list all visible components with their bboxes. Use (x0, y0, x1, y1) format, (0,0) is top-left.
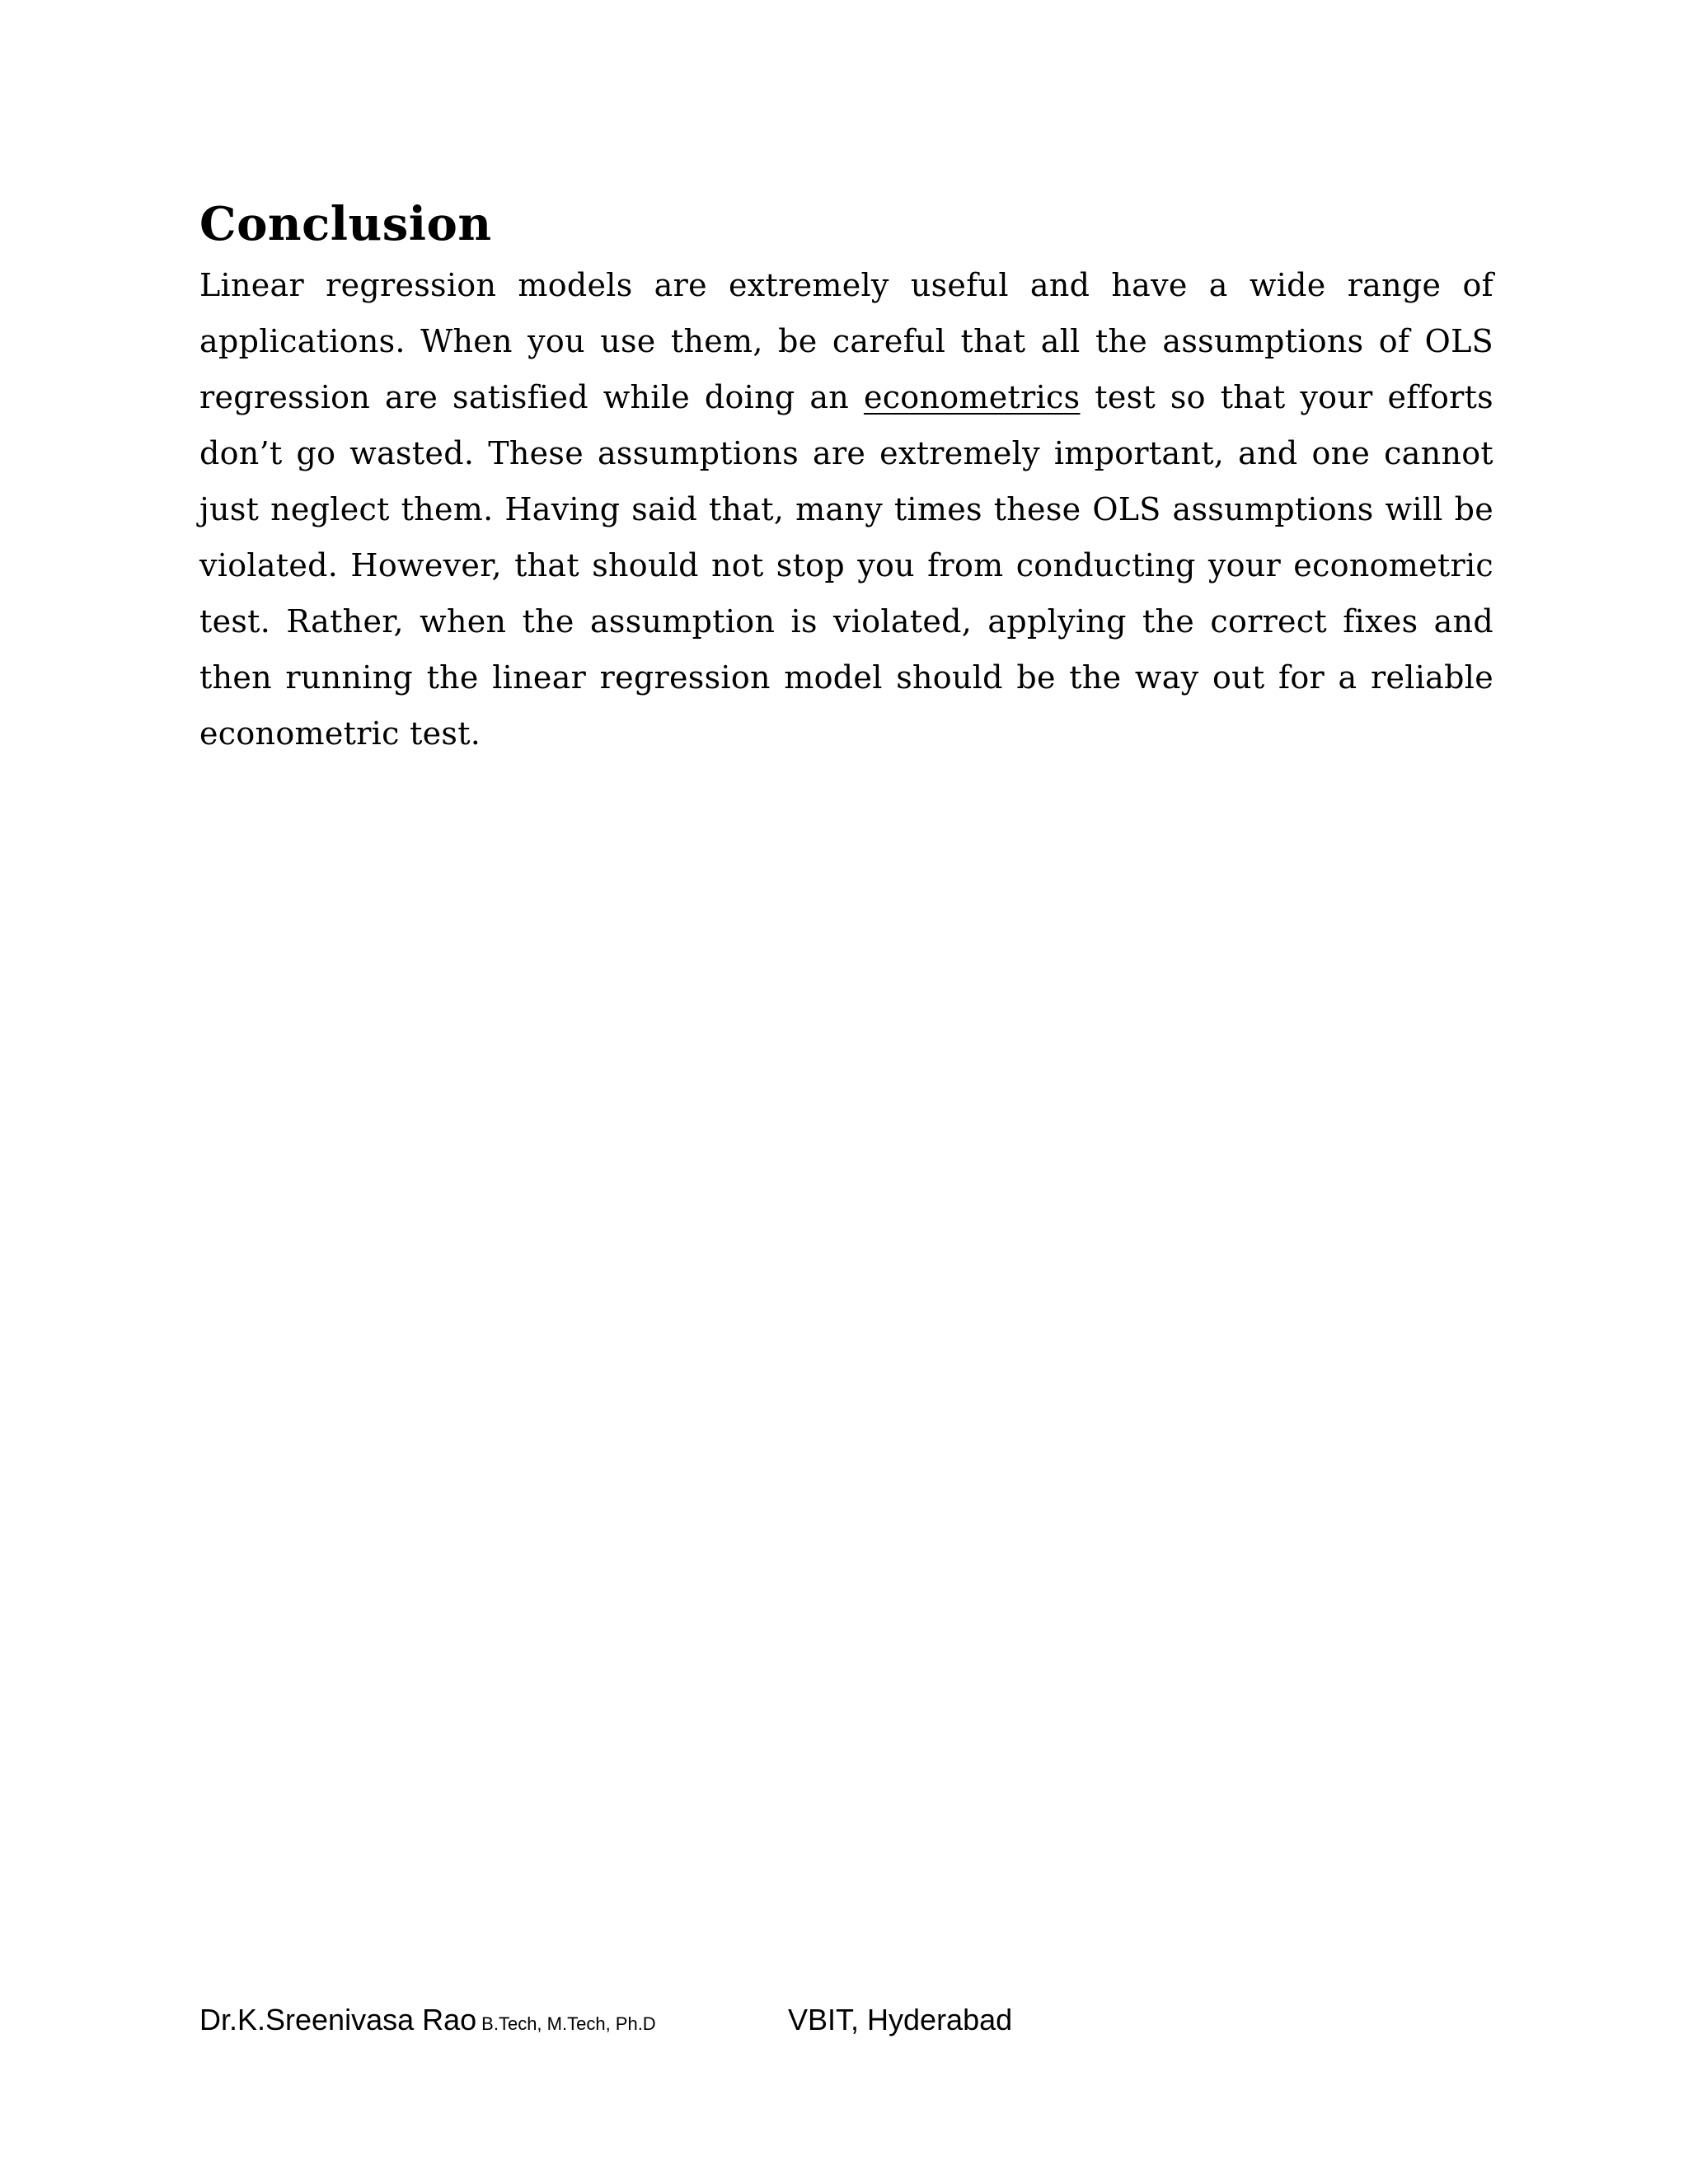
econometrics-link[interactable]: econometrics (863, 379, 1081, 415)
footer-author (199, 2003, 656, 2037)
paragraph-text-before-link: Linear regression models are extremely useful and have a wide range of applications. When you use them, be careful that all the assumptions of OLS regression are satisfied while doing an (199, 267, 1493, 415)
author-name: Dr.K.Sreenivasa Rao (199, 2003, 477, 2036)
paragraph-text-after-link: test so that your efforts don’t go wasted. These assumptions are extremely important, and one cannot just neglect them. Having said that, many times these OLS assumptions will be violated. However, that should not stop you from conducting your econometric test. Rather, when the assumption is violated, applying the correct fixes and then running the linear regression model should be the way out for a reliable econometric test. (199, 379, 1493, 752)
document-content (199, 191, 1493, 762)
conclusion-paragraph (199, 257, 1493, 762)
page-footer (199, 2003, 1436, 2052)
section-heading: Conclusion (199, 197, 492, 251)
author-qualifications: B.Tech, M.Tech, Ph.D (481, 2013, 656, 2034)
footer-organization: VBIT, Hyderabad (788, 2003, 1013, 2036)
